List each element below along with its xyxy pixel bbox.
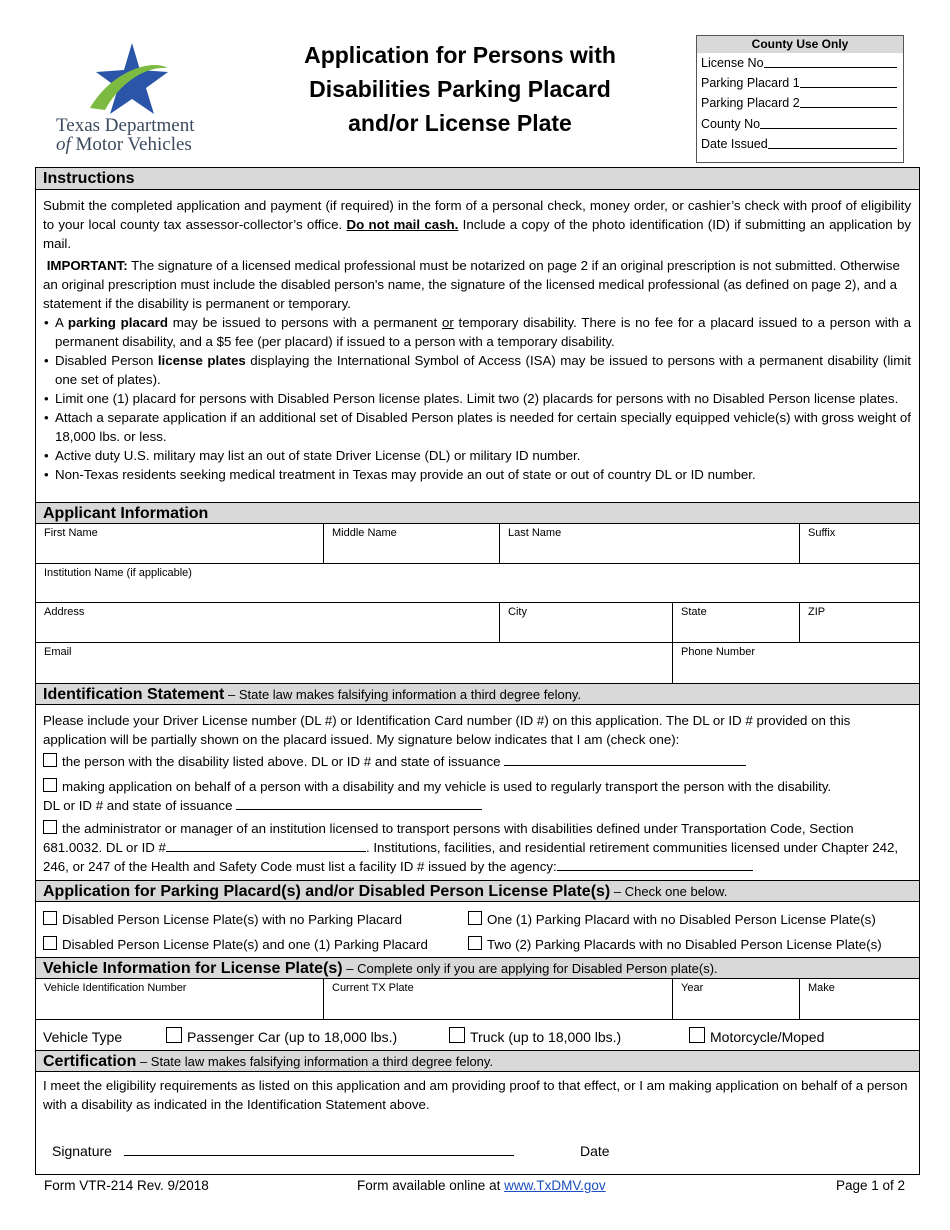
application-heading: Application for Parking Placard(s) and/or Disabled Person License Plate(s) – Check one below.	[36, 880, 919, 902]
passenger-car-checkbox[interactable]	[166, 1027, 182, 1043]
app-opt4-checkbox[interactable]	[468, 936, 482, 950]
vehicle-heading: Vehicle Information for License Plate(s) – Complete only if you are applying for Disabled Person plate(s).	[36, 957, 919, 979]
title-line3: and/or License Plate	[348, 110, 572, 136]
vehicle-type-label: Vehicle Type	[43, 1029, 123, 1045]
instructions-heading: Instructions	[36, 168, 919, 190]
date-label: Date	[580, 1143, 610, 1159]
logo-of: of	[56, 134, 71, 155]
city-field[interactable]: City	[500, 603, 673, 643]
county-placard-1[interactable]: Parking Placard 1	[697, 73, 903, 93]
application-form	[35, 167, 920, 1175]
county-county-no[interactable]: County No	[697, 114, 903, 134]
app-option-plates-no-placard[interactable]: Disabled Person License Plate(s) with no Parking Placard	[43, 910, 463, 929]
bullet-additional: • Attach a separate application if an additional set of Disabled Person plates is needed for certain specially equipped vehicle(s) with gross weight of 18,000 lbs. or less.	[43, 408, 911, 446]
middle-name-field[interactable]: Middle Name	[324, 524, 500, 564]
id-self-dl-input[interactable]	[504, 752, 746, 766]
app-option-plates-one-placard[interactable]: Disabled Person License Plate(s) and one (1) Parking Placard	[43, 935, 463, 954]
county-heading: County Use Only	[697, 36, 903, 53]
first-name-field[interactable]: First Name	[36, 524, 324, 564]
bullet-military: • Active duty U.S. military may list an out of state Driver License (DL) or military ID number.	[43, 446, 911, 465]
id-institution-dl-input[interactable]	[166, 838, 366, 852]
facility-id-input[interactable]	[557, 857, 753, 871]
vehicle-type-row: Vehicle Type Passenger Car (up to 18,000 lbs.) Truck (up to 18,000 lbs.) Motorcycle/Moped	[43, 1029, 825, 1045]
instruction-bullets	[43, 313, 911, 484]
logo-line2: Motor Vehicles	[70, 134, 192, 155]
county-date-issued[interactable]: Date Issued	[697, 134, 903, 154]
address-field[interactable]: Address	[36, 603, 500, 643]
state-field[interactable]: State	[673, 603, 800, 643]
app-option-two-placards[interactable]: Two (2) Parking Placards with no Disabled Person License Plate(s)	[468, 935, 918, 954]
county-placard-2[interactable]: Parking Placard 2	[697, 93, 903, 113]
year-field[interactable]: Year	[673, 979, 800, 1020]
app-opt2-checkbox[interactable]	[468, 911, 482, 925]
id-behalf-dl-input[interactable]	[236, 796, 482, 810]
id-behalf-checkbox[interactable]	[43, 778, 57, 792]
id-institution-checkbox[interactable]	[43, 820, 57, 834]
bullet-plates: • Disabled Person license plates displaying the International Symbol of Access (ISA) may be issued to persons with a permanent disability (limit one set of plates).	[43, 351, 911, 389]
date-row	[580, 1142, 910, 1180]
vin-field[interactable]: Vehicle Identification Number	[36, 979, 324, 1020]
form-title	[290, 38, 630, 140]
id-option-institution: the administrator or manager of an institution licensed to transport persons with disabilities defined under Transportation Code, Section 681.0032. DL or ID # . Institutions, facilities, and residential retirement communities licensed under Chapter 242, 246, or 247 of the Health and Safety Code must list a facility ID # issued by the agency:	[43, 821, 899, 874]
phone-field[interactable]: Phone Number	[681, 646, 755, 658]
make-field[interactable]: Make	[800, 979, 919, 1020]
id-option-behalf: making application on behalf of a person with a disability and my vehicle is used to regularly transport the person with the disability. DL or ID # and state of issuance	[43, 779, 832, 813]
app-option-one-placard[interactable]: One (1) Parking Placard with no Disabled Person License Plate(s)	[468, 910, 918, 929]
id-option-self: the person with the disability listed above. DL or ID # and state of issuance	[43, 752, 911, 771]
bullet-nonresident: • Non-Texas residents seeking medical treatment in Texas may provide an out of state or out of country DL or ID number.	[43, 465, 911, 484]
applicant-heading: Applicant Information	[36, 502, 919, 524]
app-opt3-checkbox[interactable]	[43, 936, 57, 950]
certification-text: I meet the eligibility requirements as listed on this application and am providing proof to that effect, or I am making application on behalf of a person with a disability as indicated in the Identification Statement above.	[43, 1078, 908, 1112]
institution-field[interactable]: Institution Name (if applicable)	[36, 564, 919, 603]
date-input[interactable]	[588, 1161, 878, 1175]
signature-input[interactable]	[124, 1142, 514, 1156]
county-use-box	[696, 35, 904, 163]
identification-intro: Please include your Driver License number (DL #) or Identification Card number (ID #) on this application. The DL or ID # provided on this application will be partially shown on the placard issued. My signature below indicates that I am (check one):	[43, 713, 851, 747]
truck-checkbox[interactable]	[449, 1027, 465, 1043]
form-number: Form VTR-214 Rev. 9/2018	[44, 1178, 209, 1193]
last-name-field[interactable]: Last Name	[500, 524, 800, 564]
suffix-field[interactable]: Suffix	[800, 524, 919, 564]
txdmv-link[interactable]: www.TxDMV.gov	[504, 1178, 606, 1193]
bullet-limit: • Limit one (1) placard for persons with Disabled Person license plates. Limit two (2) placards for persons with no Disabled Person license plates.	[43, 389, 911, 408]
certification-heading: Certification – State law makes falsifying information a third degree felony.	[36, 1050, 919, 1072]
logo-line1: Texas Department	[56, 115, 195, 136]
title-line1: Application for Persons with	[304, 42, 616, 68]
email-field[interactable]: Email	[36, 643, 673, 683]
motorcycle-checkbox[interactable]	[689, 1027, 705, 1043]
logo-wordmark	[56, 116, 194, 154]
title-line2: Disabilities Parking Placard	[309, 76, 611, 102]
zip-field[interactable]: ZIP	[800, 603, 919, 643]
identification-heading: Identification Statement – State law makes falsifying information a third degree felony.	[36, 683, 919, 705]
instructions-text: Submit the completed application and payment (if required) in the form of a personal check, money order, or cashier’s check with proof of eligibility to your local county tax assessor-collector’s office. Do not mail cash. Include a copy of the photo identification (ID) if submitting an application by mail.	[43, 198, 912, 251]
county-license-no[interactable]: License No	[697, 53, 903, 73]
important-text: IMPORTANT: The signature of a licensed medical professional must be notarized on page 2 if an original prescription is not submitted. Otherwise an original prescription must include the disabled person's name, the signature of the licensed medical professional (as defined on page 2), and a statement if the disability is permanent or temporary.	[43, 258, 900, 311]
form-online: Form available online at www.TxDMV.gov	[357, 1178, 606, 1193]
bullet-placard: • A parking placard may be issued to persons with a permanent or temporary disability. There is no fee for a placard issued to a person with a permanent disability, and a $5 fee (per placard) if issued to a person with a temporary disability.	[43, 313, 911, 351]
id-self-checkbox[interactable]	[43, 753, 57, 767]
current-plate-field[interactable]: Current TX Plate	[324, 979, 673, 1020]
app-opt1-checkbox[interactable]	[43, 911, 57, 925]
page-number: Page 1 of 2	[836, 1178, 906, 1193]
signature-label: Signature	[52, 1143, 112, 1159]
